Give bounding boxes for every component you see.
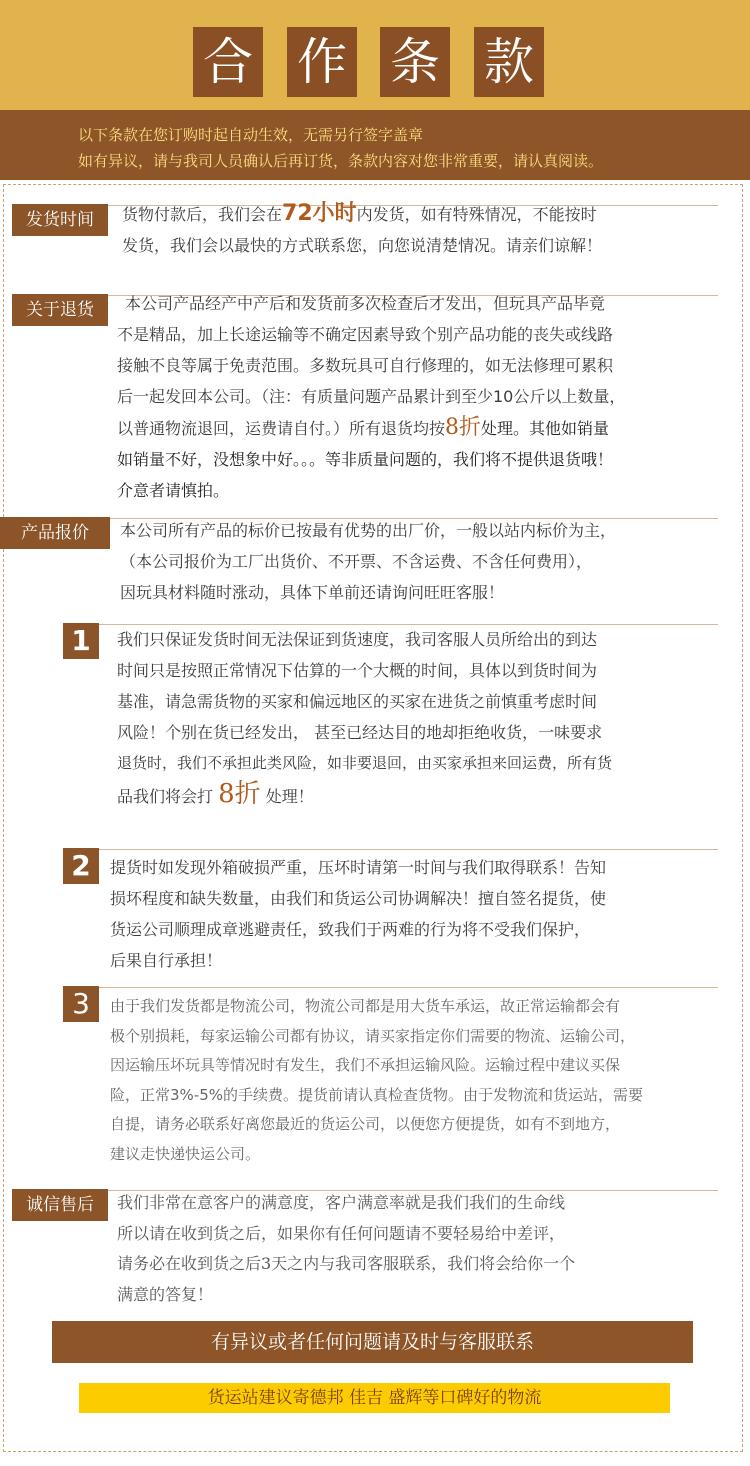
- item2-text: [110, 852, 606, 976]
- highlight-72h: 72小时: [282, 201, 357, 226]
- item1-text: [117, 624, 612, 812]
- section-tag-delivery: 发货时间: [12, 204, 108, 236]
- title-char: 作: [287, 27, 357, 97]
- text-line: 货运公司顺理成章逃避责任，致我们于两难的行为将不受我们保护，: [110, 920, 591, 939]
- text-line: 发货，我们会以最快的方式联系您，向您说清楚情况。请亲们谅解！: [122, 236, 603, 255]
- text-line: 建议走快递快运公司。: [110, 1144, 261, 1163]
- item-number-3: 3: [63, 986, 99, 1022]
- highlight-discount: 8折: [445, 415, 482, 440]
- subtitle-line: 如有异议，请与我司人员确认后再订货，条款内容对您非常重要，请认真阅读。: [78, 152, 604, 170]
- text-line: 因运输压坏玩具等情况时有发生，我们不承担运输风险。运输过程中建议买保: [110, 1056, 621, 1074]
- subtitle-band: [0, 110, 750, 180]
- text-span: 处理！: [265, 787, 314, 806]
- delivery-text: [122, 198, 602, 261]
- pricing-text: [120, 515, 616, 608]
- text-span: 内发货，如有特殊情况，不能按时: [356, 205, 597, 224]
- title-char: 条: [380, 27, 450, 97]
- returns-text: [117, 288, 625, 506]
- text-span: 货物付款后，我们会在: [122, 205, 283, 224]
- text-line: 满意的答复！: [117, 1284, 214, 1304]
- text-line: 如销量不好，没想象中好。。。等非质量问题的，我们将不提供退货哦！: [117, 450, 614, 469]
- title-banner: [0, 0, 750, 110]
- text-line: 自提，请务必联系好离您最近的货运公司，以便您方便提货，如有不到地方，: [110, 1115, 621, 1133]
- text-line: 时间只是按照正常情况下估算的一个大概的时间，具体以到货时间为: [117, 661, 598, 680]
- item-number-2: 2: [63, 848, 99, 884]
- text-line: 我们只保证发货时间无法保证到货速度，我司客服人员所给出的到达: [117, 630, 598, 649]
- item3-text: [110, 992, 643, 1169]
- text-line: 基准，请急需货物的买家和偏远地区的买家在进货之前慎重考虑时间: [117, 692, 598, 711]
- section-tag-returns: 关于退货: [12, 294, 108, 326]
- text-line: 接触不良等属于免责范围。多数玩具可自行修理的，如无法修理可累积: [117, 356, 614, 375]
- section-tag-pricing: 产品报价: [0, 517, 110, 549]
- text-line: 本公司产品经产中产后和发货前多次检查后才发出，但玩具产品毕竟: [125, 294, 606, 313]
- text-line: 提货时如发现外箱破损严重，压坏时请第一时间与我们取得联系！告知: [110, 858, 607, 877]
- text-span: 以普通物流退回，运费请自付。）所有退货均按: [117, 419, 446, 438]
- text-line: 后一起发回本公司。（注：有质量问题产品累计到至少10公斤以上数量，: [117, 387, 626, 406]
- text-line: 请务必在收到货之后3天之内与我司客服联系，我们将会给你一个: [117, 1254, 576, 1273]
- contact-banner: 有异议或者任何问题请及时与客服联系: [52, 1321, 693, 1363]
- item-number-1: 1: [63, 623, 99, 659]
- text-line: 我们非常在意客户的满意度，客户满意率就是我们我们的生命线: [117, 1193, 566, 1212]
- text-line: 退货时，我们不承担此类风险，如非要退回，由买家承担来回运费，所有货: [117, 754, 613, 772]
- divider: [99, 987, 718, 988]
- logistics-banner: 货运站建议寄德邦 佳吉 盛辉等口碑好的物流: [79, 1383, 670, 1413]
- aftersales-text: [117, 1188, 575, 1310]
- text-line: 不是精品，加上长途运输等不确定因素导致个别产品功能的丧失或线路: [117, 325, 614, 344]
- text-line: 所以请在收到货之后，如果你有任何问题请不要轻易给中差评，: [117, 1223, 566, 1243]
- text-line: 风险！个别在货已经发出， 甚至已经达目的地却拒绝收货，一味要求: [117, 723, 603, 742]
- text-line: 极个别损耗，每家运输公司都有协议，请买家指定你们需要的物流、运输公司，: [110, 1026, 636, 1045]
- text-line: 后果自行承担！: [110, 951, 223, 970]
- text-line: 险，正常3%-5%的手续费。提货前请认真检查货物。由于发物流和货运站，需要: [110, 1085, 644, 1104]
- text-line: （本公司报价为工厂出货价、不开票、不含运费、不含任何费用），: [120, 552, 593, 571]
- text-line: 介意者请慎拍。: [117, 481, 230, 500]
- subtitle-line: 以下条款在您订购时起自动生效，无需另行签字盖章: [78, 126, 424, 144]
- title-char: 款: [474, 27, 544, 97]
- text-line: 由于我们发货都是物流公司，物流公司都是用大货车承运，故正常运输都会有: [110, 997, 621, 1015]
- text-line: 因玩具材料随时涨动，具体下单前还请询问旺旺客服！: [120, 583, 505, 602]
- text-line: 损坏程度和缺失数量，由我们和货运公司协调解决！擅自签名提货，使: [110, 889, 607, 908]
- text-span: 处理。其他如销量: [481, 419, 610, 438]
- highlight-discount: 8折: [218, 779, 261, 809]
- title-char: 合: [193, 27, 263, 97]
- divider: [99, 849, 718, 850]
- text-line: 本公司所有产品的标价已按最有优势的出厂价，一般以站内标价为主，: [120, 521, 617, 540]
- section-tag-aftersales: 诚信售后: [12, 1189, 108, 1221]
- text-span: 品我们将会打: [117, 787, 214, 806]
